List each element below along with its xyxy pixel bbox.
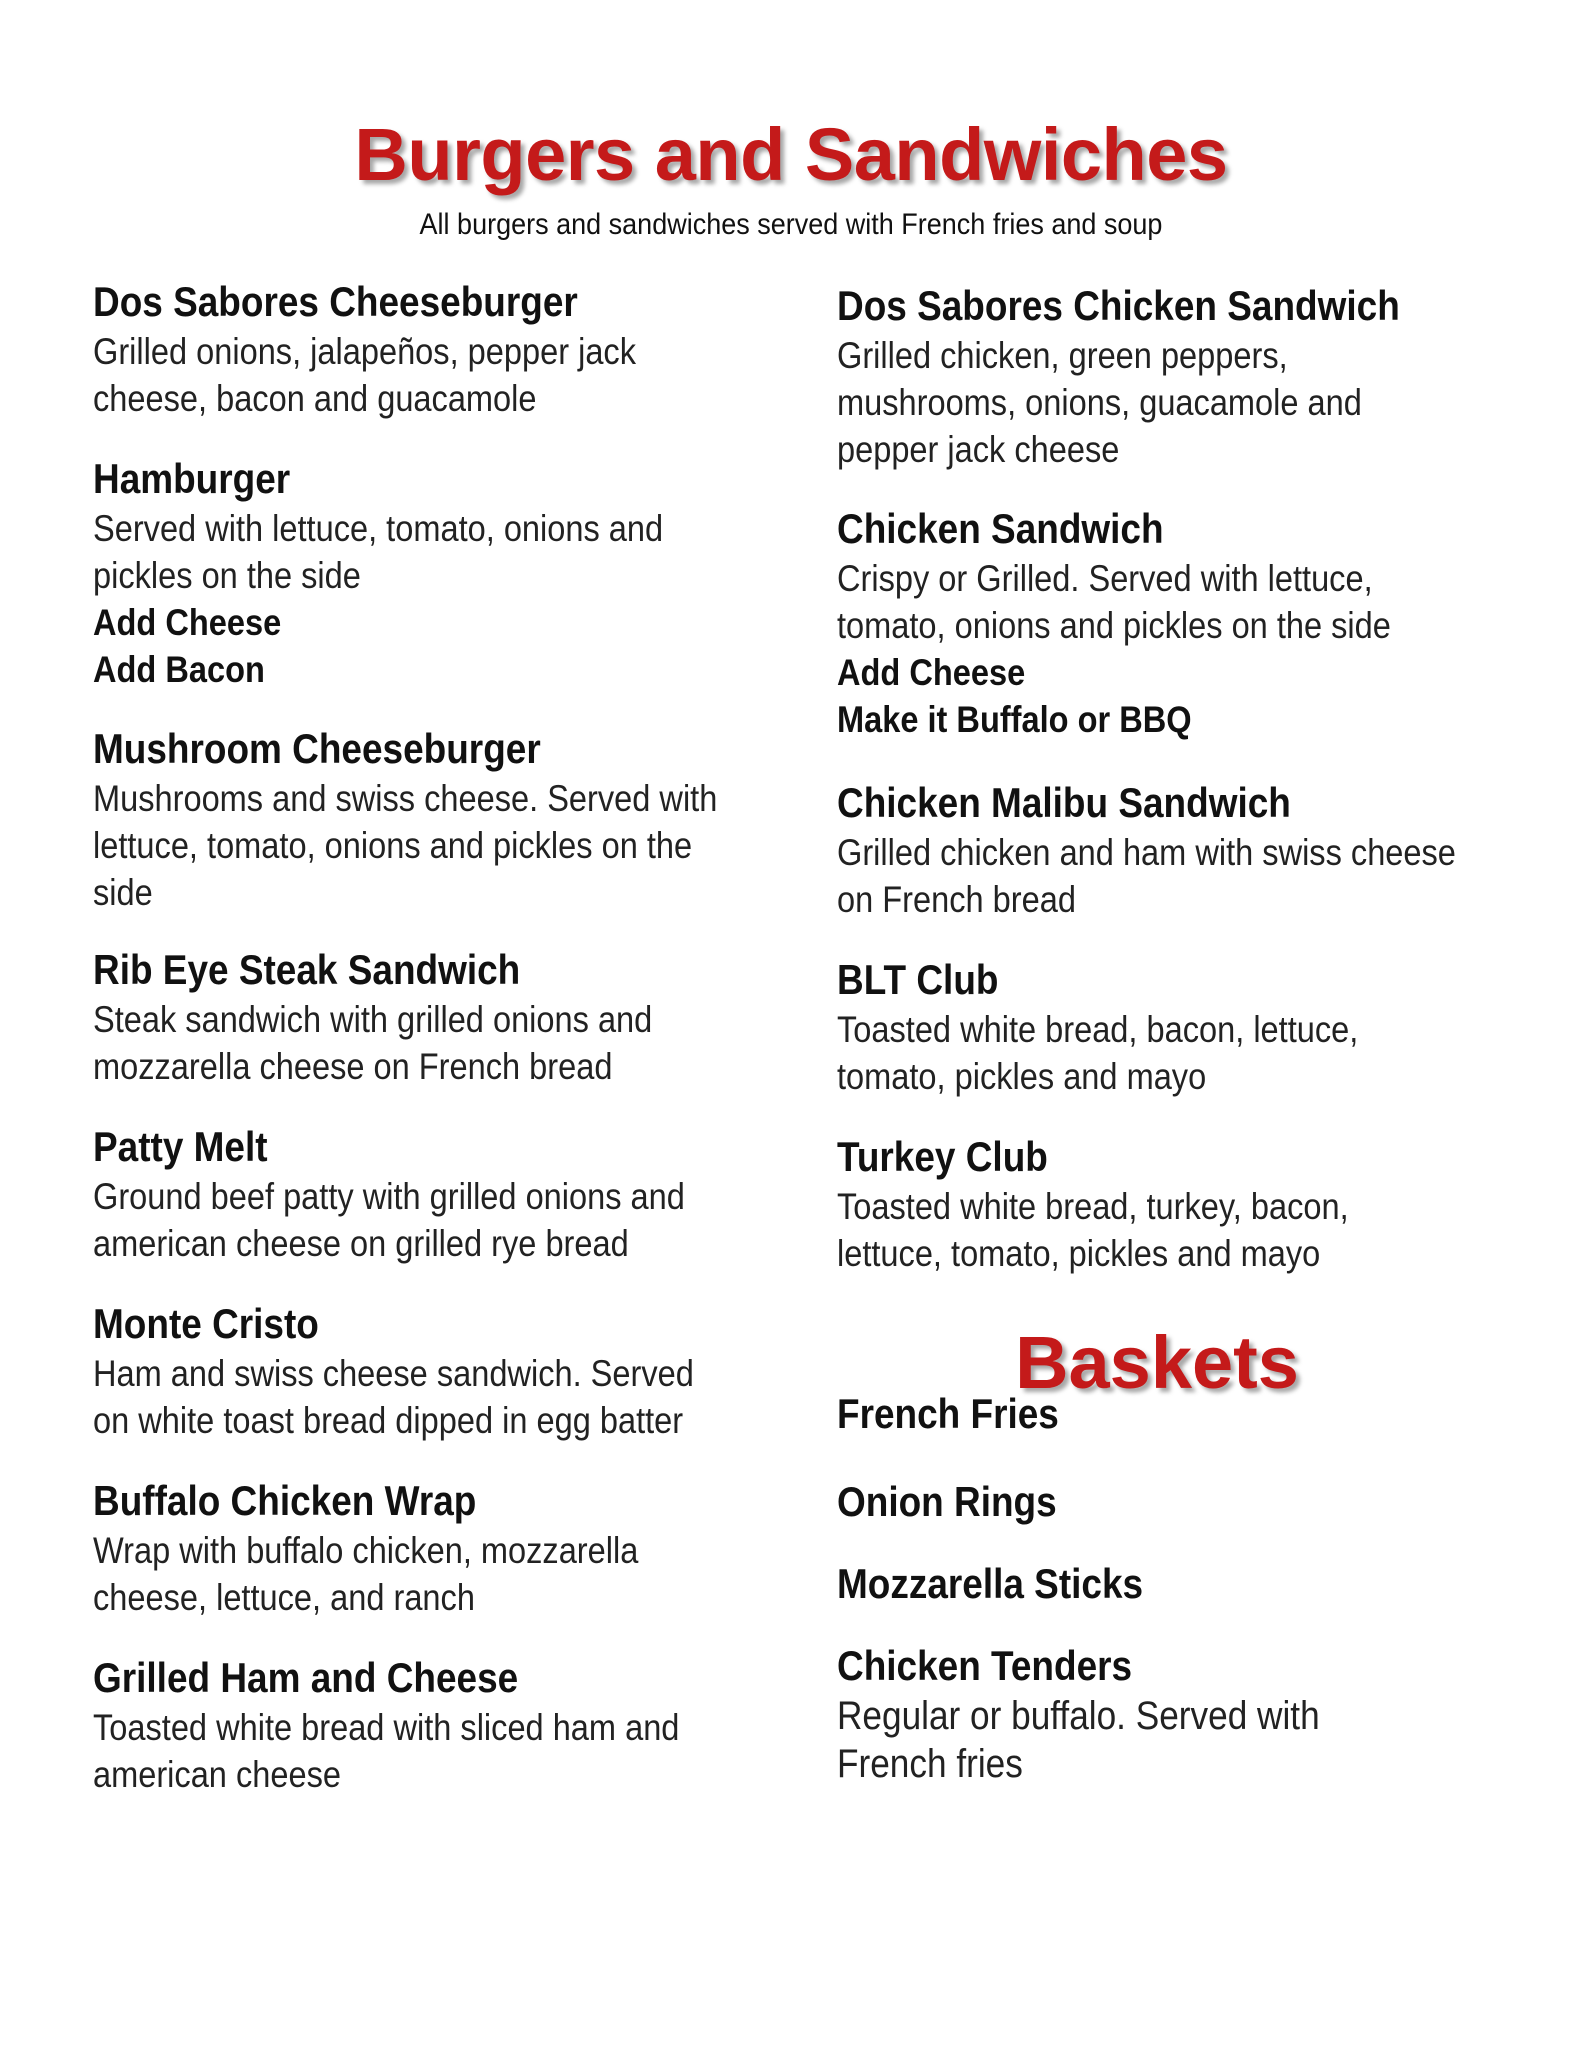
menu-item-description: French fries [837,1742,1023,1786]
menu-item-name: Mushroom Cheeseburger [93,725,541,772]
menu-item-description: american cheese on grilled rye bread [93,1223,629,1264]
menu-item-description: cheese, lettuce, and ranch [93,1577,475,1618]
menu-item-description: tomato, pickles and mayo [837,1056,1207,1097]
menu-item-name: Buffalo Chicken Wrap [93,1477,477,1524]
menu-item-name: French Fries [837,1390,1059,1437]
menu-item-name: Turkey Club [837,1133,1048,1180]
menu-item-description: Wrap with buffalo chicken, mozzarella [93,1530,639,1571]
menu-item-name: Mozzarella Sticks [837,1560,1144,1607]
menu-item [837,779,1488,923]
menu-item-description: Served with lettuce, tomato, onions and [93,508,664,549]
menu-item-description: mozzarella cheese on French bread [93,1046,613,1087]
menu-item-description: Mushrooms and swiss cheese. Served with [93,778,718,819]
menu-item-name: Grilled Ham and Cheese [93,1654,519,1701]
menu-item-description: on white toast bread dipped in egg batter [93,1400,684,1441]
menu-item [837,1560,1488,1608]
menu-item-name: BLT Club [837,956,999,1003]
menu-item [837,956,1488,1100]
menu-item-description: Steak sandwich with grilled onions and [93,999,653,1040]
menu-item-description: cheese, bacon and guacamole [93,378,537,419]
menu-item-description: mushrooms, onions, guacamole and [837,382,1362,423]
menu-item-description: lettuce, tomato, onions and pickles on the [93,825,693,866]
menu-item-addon: Make it Buffalo or BBQ [837,699,1192,740]
menu-item-description: american cheese [93,1754,341,1795]
menu-item-description: tomato, onions and pickles on the side [837,605,1391,646]
menu-item [93,278,744,422]
menu-item [837,1133,1488,1277]
menu-item-description: Regular or buffalo. Served with [837,1694,1320,1738]
menu-item [93,1654,744,1798]
menu-item [837,1390,1488,1438]
page-title: Burgers and Sandwiches [354,113,1228,196]
menu-item-addon: Add Cheese [93,602,282,643]
menu-item-description: Toasted white bread, bacon, lettuce, [837,1009,1359,1050]
baskets-section-title: Baskets [1015,1321,1299,1404]
menu-item-description: Ground beef patty with grilled onions and [93,1176,685,1217]
menu-item-description: pepper jack cheese [837,429,1120,470]
menu-item [837,1478,1488,1526]
menu-item-name: Chicken Sandwich [837,505,1164,552]
menu-item-name: Hamburger [93,455,291,502]
menu-item [93,1300,744,1444]
menu-item-name: Dos Sabores Chicken Sandwich [837,282,1400,329]
menu-item-name: Chicken Malibu Sandwich [837,779,1291,826]
menu-item-addon: Add Bacon [93,649,265,690]
menu-item [93,725,744,916]
menu-item [837,282,1488,473]
menu-item-description: side [93,872,153,913]
menu-item-description: Toasted white bread, turkey, bacon, [837,1186,1349,1227]
menu-item-name: Rib Eye Steak Sandwich [93,946,521,993]
menu-item-description: on French bread [837,879,1076,920]
menu-item-name: Dos Sabores Cheeseburger [93,278,578,325]
menu-item-description: Crispy or Grilled. Served with lettuce, [837,558,1373,599]
menu-item [93,1123,744,1267]
menu-item-description: Grilled chicken and ham with swiss cheese [837,832,1456,873]
menu-item-name: Patty Melt [93,1123,268,1170]
page-subtitle: All burgers and sandwiches served with French fries and soup [419,208,1163,241]
menu-item-name: Chicken Tenders [837,1642,1133,1689]
menu-item-description: Grilled chicken, green peppers, [837,335,1288,376]
menu-item-description: lettuce, tomato, pickles and mayo [837,1233,1321,1274]
menu-item [837,1642,1488,1788]
menu-item [93,455,744,693]
menu-item-description: Ham and swiss cheese sandwich. Served [93,1353,694,1394]
menu-item-description: Toasted white bread with sliced ham and [93,1707,680,1748]
menu-item-name: Onion Rings [837,1478,1057,1525]
menu-item-description: Grilled onions, jalapeños, pepper jack [93,331,637,372]
menu-item [93,1477,744,1621]
menu-item-addon: Add Cheese [837,652,1026,693]
menu-item-name: Monte Cristo [93,1300,319,1347]
menu-item-description: pickles on the side [93,555,361,596]
menu-item [93,946,744,1090]
menu-item [837,505,1488,743]
